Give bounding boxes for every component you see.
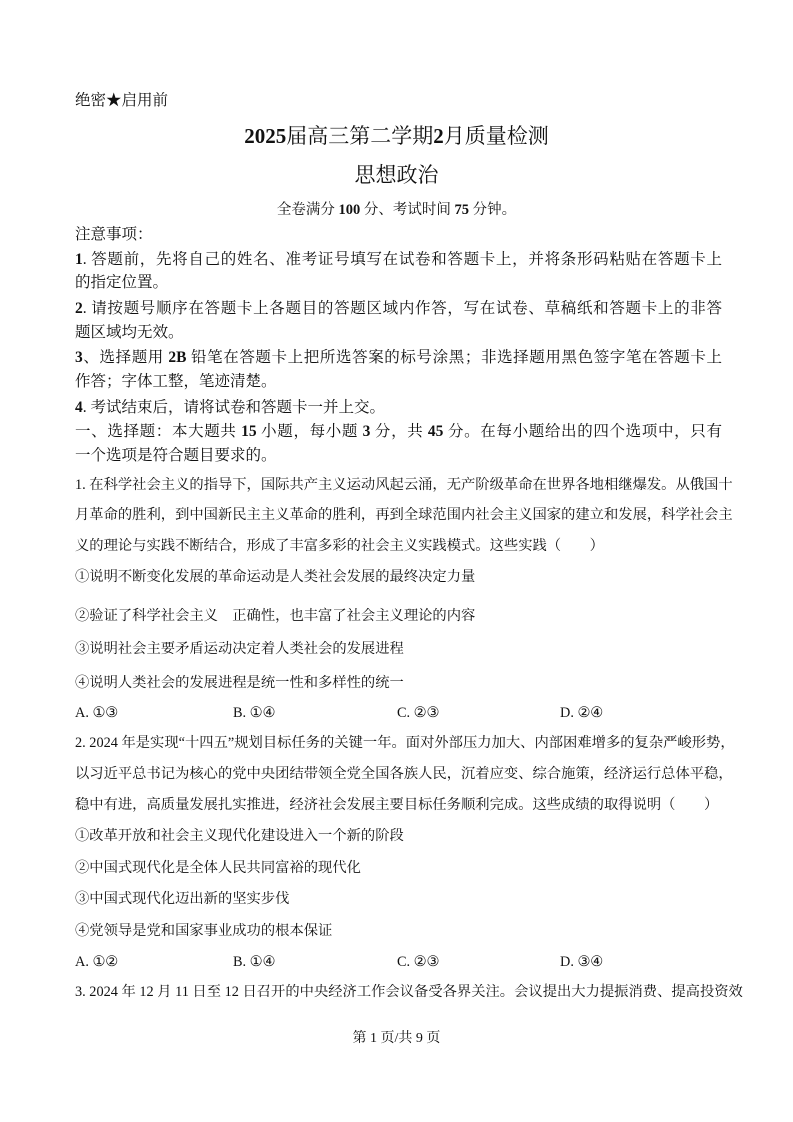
text-segment: 分、考试时间	[360, 202, 455, 218]
text-segment: ③中国式现代化迈出新的坚实步伐	[75, 891, 290, 907]
question-1-statement	[75, 676, 404, 690]
text-segment: 全卷满分	[276, 202, 339, 218]
notice-3-cont	[75, 374, 277, 390]
text-segment: 100	[338, 202, 361, 218]
notice-3	[75, 350, 722, 366]
section-heading	[75, 424, 722, 440]
question-1-stem	[75, 507, 733, 523]
exam-title	[0, 126, 793, 147]
text-segment: 15	[241, 423, 257, 440]
text-segment: 分，共	[370, 423, 428, 440]
text-segment: 75	[454, 202, 469, 218]
question-2-stem	[75, 735, 735, 751]
text-segment: 45	[427, 423, 444, 440]
question-2-statement	[75, 829, 404, 843]
subject-title: 思想政治	[354, 163, 439, 187]
text-segment: ②中国式现代化是全体人民共同富裕的现代化	[75, 860, 361, 876]
text-segment: 2. 2024 年是实现“十四五”规划目标任务的关键一年。面对外部压力加大、内部困难增多的复杂严峻形势，	[75, 735, 735, 751]
text-segment: ③说明社会主要矛盾运动决定着人类社会的发展进程	[75, 641, 404, 657]
text-segment: 3. 2024 年 12 月 11 日至 12 日召开的中央经济工作会议备受各界关注。会议提出大力提振消费、提高投资效	[75, 984, 743, 1000]
notice-2	[75, 301, 722, 317]
text-segment: 义的理论与实践不断结合，形成了丰富多彩的社会主义实践模式。这些实践（ ）	[75, 538, 604, 554]
text-segment: 、选择题用	[82, 349, 169, 366]
page-footer: 第 1 页/共 9 页	[352, 1031, 441, 1046]
question-2-stem	[75, 766, 733, 782]
text-segment: 分钟。	[469, 202, 517, 218]
text-segment: 2	[433, 124, 444, 148]
text-segment: 2	[75, 300, 83, 317]
answer-option-b: B. ①④	[233, 705, 276, 721]
question-2-statement	[75, 924, 332, 938]
text-segment: 3	[362, 423, 371, 440]
question-3-stem	[75, 984, 743, 1000]
notice-1	[75, 252, 722, 268]
text-segment: ④说明人类社会的发展进程是统一性和多样性的统一	[75, 675, 404, 691]
text-segment: 的指定位置。	[75, 274, 169, 291]
text-segment: 4	[75, 399, 83, 416]
text-segment: 3	[75, 349, 83, 366]
confidential-label: 绝密★启用前	[75, 92, 169, 109]
question-2-statement	[75, 861, 361, 875]
question-1-stem	[75, 477, 733, 493]
notice-2-cont	[75, 325, 184, 341]
question-1-statement	[75, 570, 475, 584]
text-segment: 以习近平总书记为核心的党中央团结带领全党全国各族人民，沉着应变、综合施策，经济运行总体平稳，	[75, 766, 733, 782]
text-segment: 注意事项：	[75, 226, 153, 243]
answer-option-d: D. ③④	[560, 954, 604, 970]
question-1-stem	[75, 539, 604, 553]
text-segment: 稳中有进，高质量发展扎实推进，经济社会发展主要目标任务顺利完成。这些成绩的取得说明（ ）	[75, 797, 719, 813]
notice-4	[75, 400, 385, 416]
answer-option-c: C. ②③	[397, 705, 440, 721]
answer-option-c: C. ②③	[397, 954, 440, 970]
text-segment: 小题，每小题	[256, 423, 363, 440]
text-segment: ①说明不断变化发展的革命运动是人类社会发展的最终决定力量	[75, 569, 476, 585]
section-heading-cont	[75, 448, 277, 464]
text-segment: . 请按题号顺序在答题卡上各题目的答题区域内作答，写在试卷、草稿纸和答题卡上的非答	[82, 300, 722, 317]
text-segment: 届高三第二学期	[286, 124, 434, 148]
text-segment: 2B	[168, 349, 187, 366]
text-segment: 一、选择题：本大题共	[75, 423, 242, 440]
answer-option-d: D. ②④	[560, 705, 604, 721]
question-2-stem	[75, 798, 718, 812]
answer-option-a: A. ①③	[75, 705, 119, 721]
text-segment: ②验证了科学社会主义 正确性，也丰富了社会主义理论的内容	[75, 608, 476, 624]
text-segment: . 考试结束后，请将试卷和答题卡一并上交。	[82, 399, 386, 416]
text-segment: 一个选项是符合题目要求的。	[75, 447, 277, 464]
notice-heading	[75, 227, 153, 243]
text-segment: 月革命的胜利，到中国新民主主义革命的胜利，再到全球范围内社会主义国家的建立和发展，科学社会主	[75, 507, 733, 523]
text-segment: 2025	[244, 124, 287, 148]
exam-info	[0, 203, 793, 218]
text-segment: ①改革开放和社会主义现代化建设进入一个新的阶段	[75, 828, 404, 844]
answer-option-a: A. ①②	[75, 954, 119, 970]
notice-1-cont	[75, 275, 168, 291]
text-segment: 铅笔在答题卡上把所选答案的标号涂黑；非选择题用黑色签字笔在答题卡上	[186, 349, 722, 366]
answer-option-b: B. ①④	[233, 954, 276, 970]
question-1-statement	[75, 609, 475, 623]
text-segment: 1	[75, 251, 83, 268]
text-segment: 作答；字体工整，笔迹清楚。	[75, 373, 277, 390]
text-segment: 月质量检测	[443, 124, 549, 148]
text-segment: 分。在每小题给出的四个选项中，只有	[443, 423, 722, 440]
text-segment: 1. 在科学社会主义的指导下，国际共产主义运动风起云涌，无产阶级革命在世界各地相继爆发。从俄国十	[75, 477, 733, 493]
question-1-statement	[75, 642, 404, 656]
text-segment: ④党领导是党和国家事业成功的根本保证	[75, 923, 333, 939]
text-segment: . 答题前，先将自己的姓名、准考证号填写在试卷和答题卡上，并将条形码粘贴在答题卡上	[82, 251, 722, 268]
question-2-statement	[75, 892, 289, 906]
text-segment: 题区域均无效。	[75, 324, 184, 341]
